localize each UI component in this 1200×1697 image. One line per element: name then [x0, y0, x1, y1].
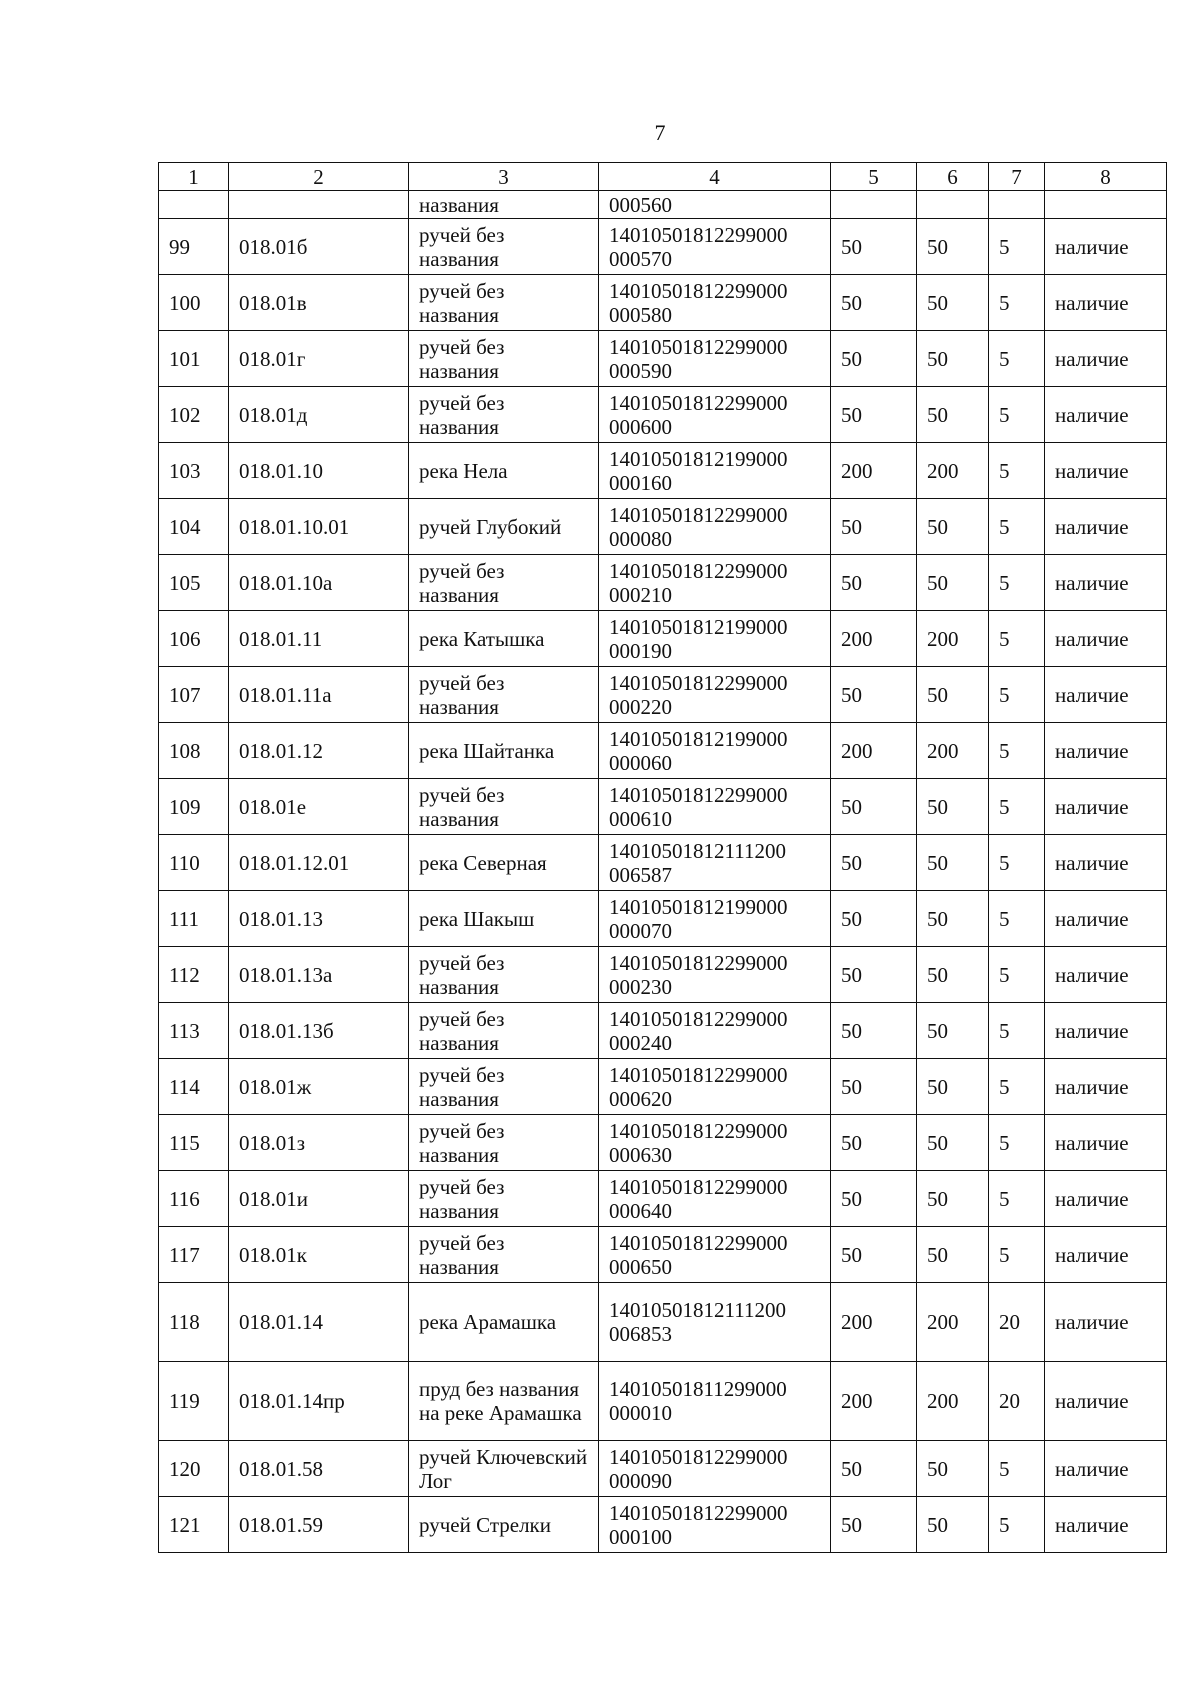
id-line: 14010501812299000: [609, 782, 788, 807]
id-line: 000100: [609, 1524, 672, 1549]
cell-name: ручей без названия: [409, 1171, 599, 1227]
cell-number: [159, 191, 229, 219]
cell-col6: 50: [917, 499, 989, 555]
cell-status: наличие: [1045, 947, 1167, 1003]
cell-name: ручей без названия: [409, 387, 599, 443]
cell-number: 103: [159, 443, 229, 499]
table-row: [159, 1003, 1167, 1059]
cell-col6: 50: [917, 219, 989, 275]
cell-col7: 5: [989, 835, 1045, 891]
cell-col6: 50: [917, 387, 989, 443]
id-line: 006587: [609, 862, 672, 887]
id-line: 14010501812299000: [609, 1230, 788, 1255]
header-cell: 8: [1045, 163, 1167, 191]
cell-id: [599, 611, 831, 667]
cell-status: наличие: [1045, 723, 1167, 779]
page-number: 7: [654, 120, 666, 145]
cell-id: [599, 779, 831, 835]
cell-status: наличие: [1045, 387, 1167, 443]
cell-col7: 5: [989, 1497, 1045, 1553]
cell-col7: 5: [989, 1003, 1045, 1059]
cell-status: наличие: [1045, 219, 1167, 275]
cell-number: 104: [159, 499, 229, 555]
id-line: 000650: [609, 1254, 672, 1279]
cell-code: 018.01д: [229, 387, 409, 443]
cell-status: наличие: [1045, 1003, 1167, 1059]
cell-col7: 5: [989, 499, 1045, 555]
cell-status: наличие: [1045, 1362, 1167, 1441]
cell-col5: 50: [831, 331, 917, 387]
id-line: 000610: [609, 806, 672, 831]
table-row: [159, 331, 1167, 387]
continuation-row: [159, 191, 1167, 219]
id-line: 14010501812299000: [609, 334, 788, 359]
header-cell: 2: [229, 163, 409, 191]
cell-code: 018.01.10а: [229, 555, 409, 611]
cell-col6: 200: [917, 1283, 989, 1362]
cell-col7: 5: [989, 779, 1045, 835]
cell-code: 018.01б: [229, 219, 409, 275]
table-row: [159, 611, 1167, 667]
cell-col6: [917, 191, 989, 219]
water-objects-table: [158, 162, 1167, 1553]
cell-id: [599, 1362, 831, 1441]
cell-name: ручей без названия: [409, 219, 599, 275]
cell-id: [599, 835, 831, 891]
cell-code: 018.01.58: [229, 1441, 409, 1497]
cell-id: [599, 443, 831, 499]
cell-col5: 50: [831, 1171, 917, 1227]
cell-col7: 20: [989, 1362, 1045, 1441]
table-row: [159, 1497, 1167, 1553]
table-row: [159, 219, 1167, 275]
cell-name: ручей без названия: [409, 947, 599, 1003]
cell-col7: 5: [989, 723, 1045, 779]
cell-name: ручей без названия: [409, 1003, 599, 1059]
id-line: 14010501812299000: [609, 558, 788, 583]
cell-id: [599, 499, 831, 555]
table-row: [159, 275, 1167, 331]
cell-col5: 50: [831, 1115, 917, 1171]
id-line: 000230: [609, 974, 672, 999]
cell-status: наличие: [1045, 835, 1167, 891]
table-row: [159, 1171, 1167, 1227]
cell-col7: 5: [989, 275, 1045, 331]
header-cell: 3: [409, 163, 599, 191]
cell-code: 018.01.59: [229, 1497, 409, 1553]
cell-col7: 5: [989, 1115, 1045, 1171]
table-row: [159, 555, 1167, 611]
table-row: [159, 835, 1167, 891]
cell-col7: 20: [989, 1283, 1045, 1362]
id-line: 14010501811299000: [609, 1377, 787, 1401]
cell-col5: 200: [831, 443, 917, 499]
cell-col7: 5: [989, 443, 1045, 499]
cell-col5: 50: [831, 1059, 917, 1115]
id-line: 14010501812299000: [609, 390, 788, 415]
table-row: [159, 499, 1167, 555]
cell-col7: 5: [989, 611, 1045, 667]
cell-number: 121: [159, 1497, 229, 1553]
cell-id: [599, 947, 831, 1003]
id-line: 000210: [609, 582, 672, 607]
cell-id: [599, 891, 831, 947]
id-line: 000240: [609, 1030, 672, 1055]
id-line: 14010501812299000: [609, 222, 788, 247]
id-line: 000630: [609, 1142, 672, 1167]
cell-id: [599, 1059, 831, 1115]
id-line: 14010501812111200: [609, 1298, 786, 1322]
cell-number: 107: [159, 667, 229, 723]
cell-status: наличие: [1045, 1227, 1167, 1283]
id-line: 14010501812199000: [609, 894, 788, 919]
cell-col5: 200: [831, 611, 917, 667]
id-line: 14010501812299000: [609, 502, 788, 527]
cell-status: наличие: [1045, 275, 1167, 331]
cell-number: 99: [159, 219, 229, 275]
id-line: 14010501812299000: [609, 1006, 788, 1031]
table-row: [159, 1441, 1167, 1497]
id-line: 000090: [609, 1468, 672, 1493]
id-line: 000590: [609, 358, 672, 383]
cell-number: 119: [159, 1362, 229, 1441]
cell-code: 018.01.13а: [229, 947, 409, 1003]
id-line: 000070: [609, 918, 672, 943]
cell-code: 018.01е: [229, 779, 409, 835]
cell-code: [229, 191, 409, 219]
id-line: 14010501812299000: [609, 1174, 788, 1199]
cell-name: ручей Ключевский Лог: [409, 1441, 599, 1497]
cell-code: 018.01.11а: [229, 667, 409, 723]
id-line: 000190: [609, 638, 672, 663]
cell-name: река Арамашка: [409, 1283, 599, 1362]
cell-col6: 50: [917, 1441, 989, 1497]
cell-status: наличие: [1045, 667, 1167, 723]
id-line: 14010501812299000: [609, 670, 788, 695]
cell-id: [599, 219, 831, 275]
cell-col7: 5: [989, 219, 1045, 275]
cell-code: 018.01.10: [229, 443, 409, 499]
cell-code: 018.01в: [229, 275, 409, 331]
cell-col6: 50: [917, 779, 989, 835]
cell-name: ручей без названия: [409, 1227, 599, 1283]
cell-col6: 50: [917, 1497, 989, 1553]
cell-number: 117: [159, 1227, 229, 1283]
cell-number: 120: [159, 1441, 229, 1497]
cell-id: [599, 723, 831, 779]
cell-col7: 5: [989, 667, 1045, 723]
id-line: 000160: [609, 470, 672, 495]
cell-status: наличие: [1045, 611, 1167, 667]
cell-number: 100: [159, 275, 229, 331]
cell-name: ручей без названия: [409, 1059, 599, 1115]
table-row: [159, 891, 1167, 947]
cell-col5: 50: [831, 835, 917, 891]
cell-status: наличие: [1045, 891, 1167, 947]
cell-col7: 5: [989, 331, 1045, 387]
cell-col6: 50: [917, 947, 989, 1003]
id-line: 14010501812299000: [609, 278, 788, 303]
cell-code: 018.01.14пр: [229, 1362, 409, 1441]
cell-name: ручей без названия: [409, 1115, 599, 1171]
cell-col7: [989, 191, 1045, 219]
cell-col5: 50: [831, 555, 917, 611]
header-cell: 6: [917, 163, 989, 191]
id-line: 14010501812199000: [609, 726, 788, 751]
cell-col5: 50: [831, 1003, 917, 1059]
cell-name: река Шакыш: [409, 891, 599, 947]
cell-number: 111: [159, 891, 229, 947]
table-row: [159, 947, 1167, 1003]
id-line: 000570: [609, 246, 672, 271]
cell-col6: 50: [917, 331, 989, 387]
cell-name: пруд без названия на реке Арамашка: [409, 1362, 599, 1441]
header-cell: 5: [831, 163, 917, 191]
cell-col5: 50: [831, 667, 917, 723]
cell-status: наличие: [1045, 1171, 1167, 1227]
cell-col5: 50: [831, 275, 917, 331]
cell-name: ручей Стрелки: [409, 1497, 599, 1553]
table-row: [159, 1283, 1167, 1362]
id-line: 14010501812299000: [609, 1062, 788, 1087]
cell-col5: 50: [831, 219, 917, 275]
cell-number: 109: [159, 779, 229, 835]
cell-col6: 50: [917, 891, 989, 947]
cell-status: наличие: [1045, 1441, 1167, 1497]
cell-status: наличие: [1045, 1115, 1167, 1171]
id-line: 000600: [609, 414, 672, 439]
cell-col6: 50: [917, 1171, 989, 1227]
table-row: [159, 443, 1167, 499]
cell-col7: 5: [989, 947, 1045, 1003]
table-row: [159, 667, 1167, 723]
cell-col7: 5: [989, 387, 1045, 443]
cell-name: ручей без названия: [409, 667, 599, 723]
cell-number: 116: [159, 1171, 229, 1227]
cell-id: [599, 555, 831, 611]
cell-id: [599, 1227, 831, 1283]
cell-col5: 200: [831, 723, 917, 779]
cell-col5: 200: [831, 1283, 917, 1362]
cell-id: [599, 387, 831, 443]
cell-id: [599, 1115, 831, 1171]
cell-name: река Нела: [409, 443, 599, 499]
cell-col7: 5: [989, 1227, 1045, 1283]
id-line: 000620: [609, 1086, 672, 1111]
id-line: 14010501812299000: [609, 950, 788, 975]
id-line: 000640: [609, 1198, 672, 1223]
id-line: 14010501812299000: [609, 1118, 788, 1143]
cell-col5: 50: [831, 1227, 917, 1283]
id-line: 000220: [609, 694, 672, 719]
cell-code: 018.01.10.01: [229, 499, 409, 555]
cell-id: [599, 1441, 831, 1497]
header-row: [159, 163, 1167, 191]
cell-col5: 50: [831, 779, 917, 835]
cell-col6: 50: [917, 1227, 989, 1283]
cell-col5: 50: [831, 947, 917, 1003]
cell-name: названия: [409, 191, 599, 219]
cell-status: наличие: [1045, 555, 1167, 611]
cell-id: [599, 275, 831, 331]
cell-status: [1045, 191, 1167, 219]
cell-col5: 50: [831, 387, 917, 443]
cell-id: [599, 1283, 831, 1362]
cell-col6: 50: [917, 835, 989, 891]
cell-name: ручей без названия: [409, 331, 599, 387]
cell-code: 018.01к: [229, 1227, 409, 1283]
cell-code: 018.01г: [229, 331, 409, 387]
cell-id: [599, 1171, 831, 1227]
cell-code: 018.01и: [229, 1171, 409, 1227]
id-line: 14010501812299000: [609, 1500, 788, 1525]
id-line: 000010: [609, 1401, 672, 1425]
cell-status: наличие: [1045, 1497, 1167, 1553]
id-line: 000080: [609, 526, 672, 551]
cell-code: 018.01.13б: [229, 1003, 409, 1059]
cell-code: 018.01.11: [229, 611, 409, 667]
cell-number: 115: [159, 1115, 229, 1171]
cell-number: 106: [159, 611, 229, 667]
cell-id: [599, 331, 831, 387]
table-row: [159, 387, 1167, 443]
cell-status: наличие: [1045, 443, 1167, 499]
cell-col7: 5: [989, 1171, 1045, 1227]
table-row: [159, 1115, 1167, 1171]
header-cell: 4: [599, 163, 831, 191]
cell-col5: [831, 191, 917, 219]
cell-number: 114: [159, 1059, 229, 1115]
header-cell: 7: [989, 163, 1045, 191]
cell-code: 018.01.14: [229, 1283, 409, 1362]
cell-col7: 5: [989, 1441, 1045, 1497]
cell-number: 113: [159, 1003, 229, 1059]
cell-col6: 200: [917, 443, 989, 499]
cell-status: наличие: [1045, 1059, 1167, 1115]
cell-name: ручей без названия: [409, 555, 599, 611]
cell-name: река Катышка: [409, 611, 599, 667]
cell-name: ручей Глубокий: [409, 499, 599, 555]
cell-col6: 200: [917, 1362, 989, 1441]
cell-col6: 50: [917, 667, 989, 723]
cell-col5: 50: [831, 499, 917, 555]
id-line: 14010501812299000: [609, 1444, 788, 1469]
cell-number: 102: [159, 387, 229, 443]
cell-col6: 200: [917, 611, 989, 667]
table-row: [159, 1059, 1167, 1115]
cell-status: наличие: [1045, 1283, 1167, 1362]
cell-name: река Шайтанка: [409, 723, 599, 779]
cell-number: 110: [159, 835, 229, 891]
cell-col6: 50: [917, 1115, 989, 1171]
cell-col6: 200: [917, 723, 989, 779]
cell-col5: 50: [831, 1497, 917, 1553]
id-line: 14010501812199000: [609, 614, 788, 639]
cell-name: река Северная: [409, 835, 599, 891]
cell-code: 018.01з: [229, 1115, 409, 1171]
cell-number: 108: [159, 723, 229, 779]
table-row: [159, 1227, 1167, 1283]
cell-col7: 5: [989, 555, 1045, 611]
cell-id: 000560: [599, 191, 831, 219]
cell-number: 101: [159, 331, 229, 387]
cell-col5: 50: [831, 891, 917, 947]
id-line: 14010501812199000: [609, 446, 788, 471]
cell-col5: 50: [831, 1441, 917, 1497]
cell-col7: 5: [989, 891, 1045, 947]
cell-name: ручей без названия: [409, 779, 599, 835]
cell-col6: 50: [917, 1003, 989, 1059]
cell-col6: 50: [917, 555, 989, 611]
cell-number: 105: [159, 555, 229, 611]
cell-name: ручей без названия: [409, 275, 599, 331]
cell-code: 018.01ж: [229, 1059, 409, 1115]
cell-status: наличие: [1045, 499, 1167, 555]
header-cell: 1: [159, 163, 229, 191]
cell-code: 018.01.12: [229, 723, 409, 779]
cell-code: 018.01.12.01: [229, 835, 409, 891]
id-line: 006853: [609, 1322, 672, 1346]
cell-col6: 50: [917, 1059, 989, 1115]
cell-code: 018.01.13: [229, 891, 409, 947]
cell-number: 118: [159, 1283, 229, 1362]
id-line: 000060: [609, 750, 672, 775]
cell-status: наличие: [1045, 331, 1167, 387]
cell-number: 112: [159, 947, 229, 1003]
table-row: [159, 1362, 1167, 1441]
cell-id: [599, 667, 831, 723]
cell-id: [599, 1003, 831, 1059]
cell-status: наличие: [1045, 779, 1167, 835]
id-line: 14010501812111200: [609, 838, 786, 863]
cell-col6: 50: [917, 275, 989, 331]
id-line: 000580: [609, 302, 672, 327]
cell-col7: 5: [989, 1059, 1045, 1115]
cell-col5: 200: [831, 1362, 917, 1441]
table-row: [159, 779, 1167, 835]
table-row: [159, 723, 1167, 779]
cell-id: [599, 1497, 831, 1553]
